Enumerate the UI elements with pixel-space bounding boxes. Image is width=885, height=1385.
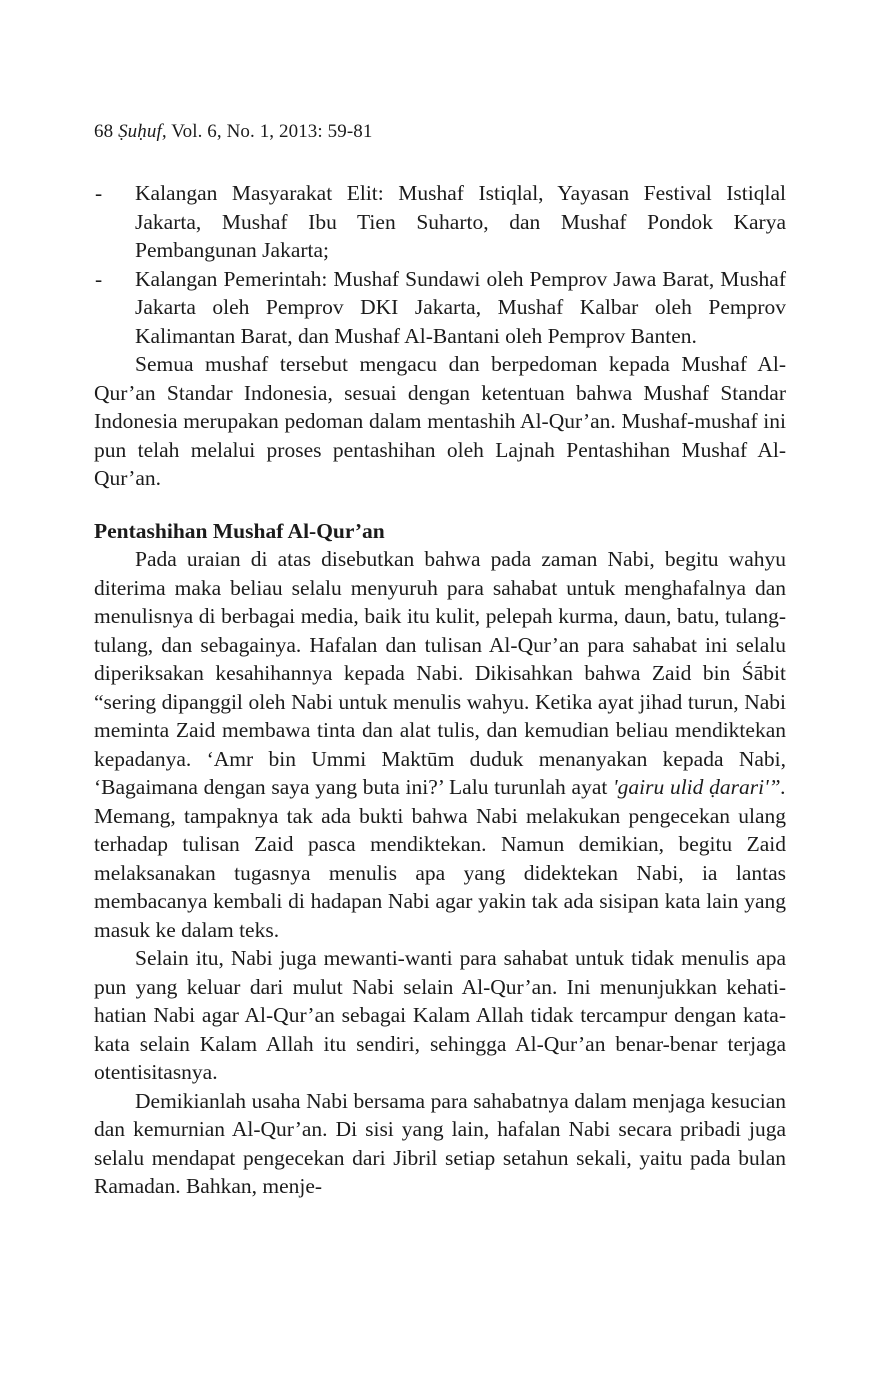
paragraph-pentashihan-1	[94, 545, 786, 944]
bullet-dash: -	[95, 181, 103, 205]
paragraph-intro: Semua mushaf tersebut mengacu dan berpedoman kepada Mushaf Al-Qur’an Standar Indonesia, sesuai dengan ketentuan bahwa Mushaf Standar Indonesia merupakan pedoman dalam mentashih Al-Qur’an. Mushaf-mushaf ini pun telah melalui proses pentashihan oleh Lajnah Pentashihan Mushaf Al-Qur’an.	[94, 352, 786, 490]
paragraph-text: Memang, tampaknya tak ada bukti bahwa Nabi melakukan pengecekan ulang terhadap tulisan Zaid pasca mendiktekan. Namun demikian, begitu Zaid melaksanakan tugasnya menulis apa yang didektekan Nabi, ia lantas membacanya kembali di hadapan Nabi agar yakin tak ada sisipan kata lain yang masuk ke dalam teks.	[94, 803, 786, 942]
bullet-text: Kalangan Masyarakat Elit: Mushaf Istiqlal, Yayasan Festival Istiqlal Jakarta, Mushaf Ibu Tien Suharto, dan Mushaf Pondok Karya Pembangunan Jakarta;	[135, 181, 786, 262]
running-head	[94, 119, 786, 145]
quoted-verse: 'gairu ulid ḍarari'”.	[613, 775, 786, 799]
bullet-dash: -	[95, 266, 103, 291]
paragraph-pentashihan-3: Demikianlah usaha Nabi bersama para sahabatnya dalam menjaga kesucian dan kemurnian Al-Qur’an. Di sisi yang lain, hafalan Nabi secara pribadi juga selalu mendapat pengecekan dari Jibril setiap setahun sekali, yaitu pada bulan Ramadan. Bahkan, menje-	[94, 1088, 786, 1198]
bullet-list	[94, 179, 786, 350]
paragraph-text: Pada uraian di atas disebutkan bahwa pada zaman Nabi, begitu wahyu diterima maka beliau selalu menyuruh para sahabat untuk menghafalnya dan menulisnya di berbagai media, baik itu kulit, pelepah kurma, daun, batu, tulang-tulang, dan sebagainya. Hafalan dan tulisan Al-Qur’an para sahabat ini selalu diperiksakan kesahihannya kepada Nabi. Dikisahkan bahwa Zaid bin Śābit “sering dipanggil oleh Nabi untuk menulis wahyu. Ketika ayat jihad turun, Nabi meminta Zaid membawa tinta dan alat tulis, dan kemudian beliau mendiktekan kepadanya. ‘Amr bin Ummi Maktūm duduk menanyakan kepada Nabi, ‘Bagaimana dengan saya yang buta ini?’ Lalu turunlah ayat	[94, 547, 786, 799]
journal-citation: Vol. 6, No. 1, 2013: 59-81	[171, 121, 373, 142]
bullet-text: Kalangan Pemerintah: Mushaf Sundawi oleh Pemprov Jawa Barat, Mushaf Jakarta oleh Pemprov DKI Jakarta, Mushaf Kalbar oleh Pemprov Kalimantan Barat, dan Mushaf Al-Bantani oleh Pemprov Banten.	[135, 266, 786, 348]
page-content	[94, 119, 786, 1201]
section-heading: Pentashihan Mushaf Al-Qur’an	[94, 518, 385, 543]
journal-title: Ṣuḥuf,	[118, 121, 167, 142]
paragraph-pentashihan-2: Selain itu, Nabi juga mewanti-wanti para sahabat untuk tidak menulis apa pun yang keluar dari mulut Nabi selain Al-Qur’an. Ini menunjukkan kehati-hatian Nabi agar Al-Qur’an sebagai Kalam Allah tidak tercampur dengan kata-kata selain Kalam Allah itu sendiri, sehingga Al-Qur’an benar-benar terjaga otentisitasnya.	[94, 946, 786, 1084]
bullet-item-elit	[94, 179, 786, 265]
page-number: 68	[94, 121, 114, 142]
bullet-item-pemerintah	[94, 265, 786, 351]
